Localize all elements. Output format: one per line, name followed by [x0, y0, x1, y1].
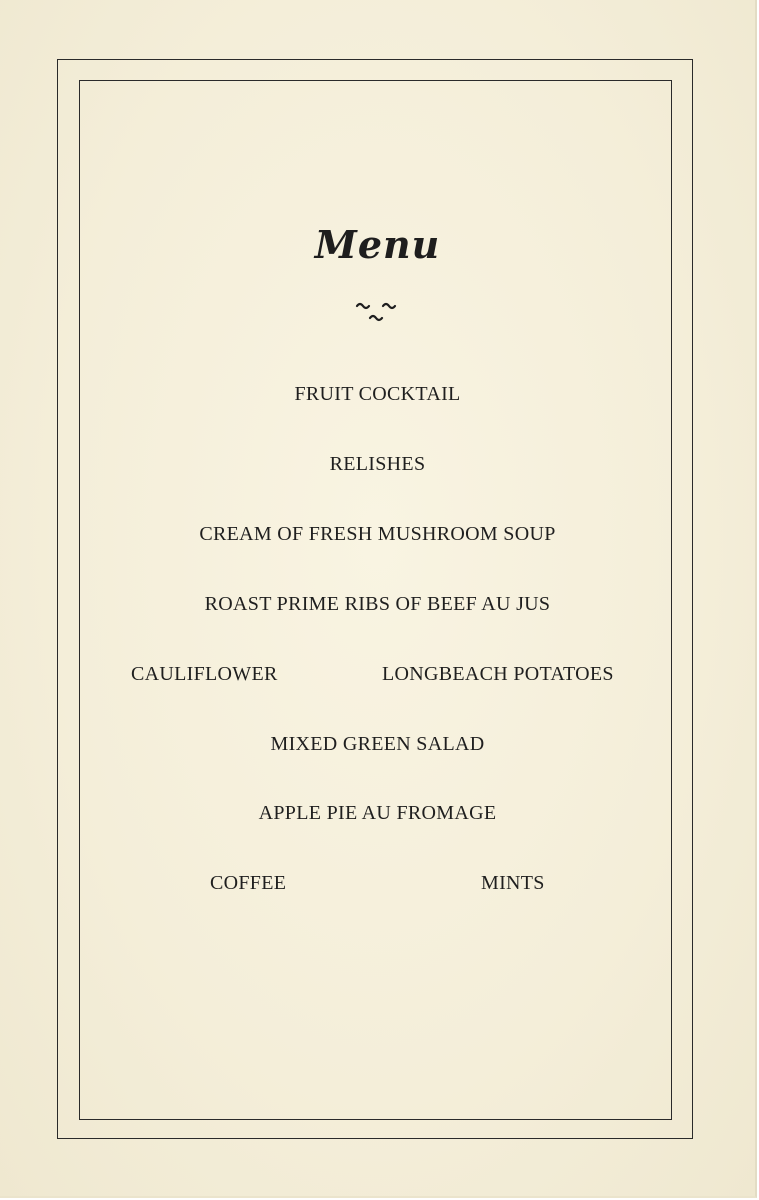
- course-entree: ROAST PRIME RIBS OF BEEF AU JUS: [204, 593, 551, 615]
- course-side-left: CAULIFLOWER: [131, 663, 278, 685]
- course-relishes: RELISHES: [329, 453, 426, 475]
- course-side-right: LONGBEACH POTATOES: [382, 663, 614, 685]
- course-drink: COFFEE: [210, 872, 287, 894]
- course-sweets: MINTS: [481, 872, 545, 894]
- course-salad: MIXED GREEN SALAD: [270, 733, 485, 755]
- course-fruit-cocktail: FRUIT COCKTAIL: [294, 383, 461, 405]
- tilde-ornament-icon: [351, 296, 401, 326]
- course-dessert: APPLE PIE AU FROMAGE: [258, 802, 497, 824]
- menu-title: Menu: [314, 222, 441, 267]
- course-soup: CREAM OF FRESH MUSHROOM SOUP: [199, 523, 556, 545]
